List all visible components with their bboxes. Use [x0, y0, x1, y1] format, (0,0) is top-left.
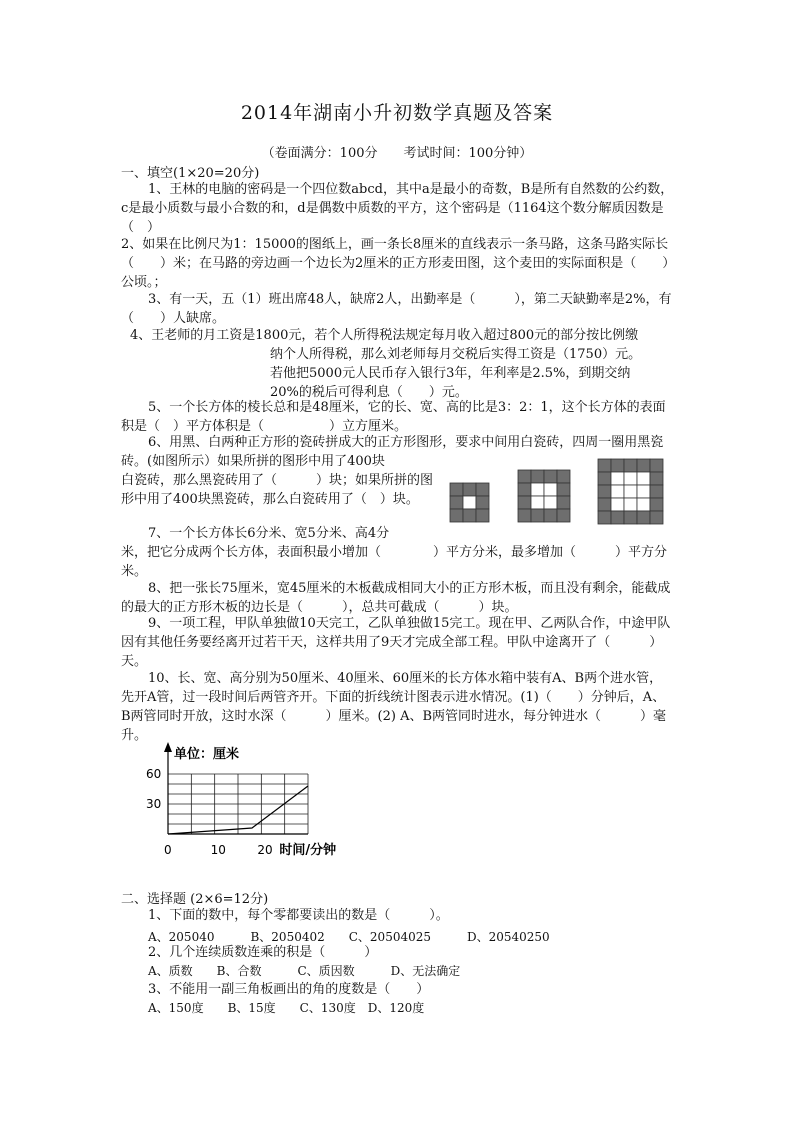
page-title: 2014年湖南小升初数学真题及答案	[240, 102, 554, 124]
black-tile	[450, 483, 463, 496]
question-2-text: 2、如果在比例尺为1：15000的图纸上，画一条长8厘米的直线表示一条马路，这条马路实际长（ ）米；在马路的旁边画一个边长为2厘米的正方形麦田图，这个麦田的实际面积是（ ）公顷。；	[121, 237, 669, 290]
black-tile	[598, 472, 611, 485]
black-tile	[650, 498, 663, 511]
y-tick-label: 60	[146, 767, 162, 781]
white-tile	[611, 498, 624, 511]
question-7-continued	[121, 543, 674, 581]
white-tile	[624, 485, 637, 498]
mc-question-3	[121, 980, 674, 999]
x-tick-label: 0	[164, 843, 172, 857]
black-tile	[518, 470, 531, 483]
black-tile	[463, 483, 476, 496]
question-3-text: 3、有一天，五（1）班出席48人，缺席2人，出勤率是（ ），第二天缺勤率是2%，有（ ）人缺席。	[121, 292, 672, 326]
question-7-text-b: 米，把它分成两个长方体，表面积最小增加（ ）平方分米，最多增加（ ）平方分米。	[121, 545, 668, 579]
black-tile	[637, 511, 650, 524]
question-6-text-b: 白瓷砖，那么黑瓷砖用了（ ）块；如果所拼的图形中用了400块黑瓷砖，那么白瓷砖用了（ ）块。	[121, 473, 434, 507]
question-10-text: 10、长、宽、高分别为50厘米、40厘米、60厘米的长方体水箱中装有A、B两个进水管，先开A管，过一段时间后两管齐开。下面的折线统计图表示进水情况。(1)（ ）分钟后，A、B两管同时开放，这时水深（ ）厘米。(2) A、B两管同时进水，每分钟进水（ ）毫升。	[121, 671, 667, 743]
mc-question-1-options: A、205040 B、2050402 C、20504025 D、20540250	[148, 930, 550, 944]
question-1	[121, 180, 674, 237]
black-tile	[557, 496, 570, 509]
question-6-continued	[121, 471, 443, 509]
white-tile	[611, 472, 624, 485]
white-tile	[624, 498, 637, 511]
black-tile	[476, 509, 489, 522]
black-tile	[476, 483, 489, 496]
black-tile	[476, 496, 489, 509]
black-tile	[650, 459, 663, 472]
black-tile	[598, 485, 611, 498]
black-tile	[637, 459, 650, 472]
black-tile	[518, 496, 531, 509]
white-tile	[544, 496, 557, 509]
black-tile	[557, 483, 570, 496]
black-tile	[557, 509, 570, 522]
black-tile	[611, 511, 624, 524]
y-axis-label: 单位：厘米	[174, 747, 240, 762]
white-tile	[463, 496, 476, 509]
question-5	[121, 398, 674, 436]
mc-question-2-text: 2、几个连续质数连乘的积是（ ）	[148, 945, 378, 960]
question-2	[121, 235, 674, 292]
exam-info: （卷面满分：100分 考试时间：100分钟）	[261, 146, 533, 161]
question-7	[121, 524, 451, 543]
question-6-text-a: 6、用黑、白两种正方形的瓷砖拼成大的正方形图形，要求中间用白瓷砖，四周一圈用黑瓷砖。(如图所示）如果所拼的图形中用了400块	[121, 435, 664, 469]
question-4-line4: 20%的税后可得利息（ ）元。	[270, 385, 468, 400]
black-tile	[450, 496, 463, 509]
mc-question-2-options: A、质数 B、合数 C、质因数 D、无法确定	[148, 964, 461, 978]
question-8-text: 8、把一张长75厘米，宽45厘米的木板截成相同大小的正方形木板，而且没有剩余，能截成的最大的正方形木板的边长是（ ），总共可截成（ ）块。	[121, 581, 671, 615]
black-tile	[598, 459, 611, 472]
black-tile	[463, 509, 476, 522]
black-tile	[598, 511, 611, 524]
white-tile	[624, 472, 637, 485]
mc-question-3-options: A、150度 B、15度 C、130度 D、120度	[148, 1001, 425, 1015]
black-tile	[544, 470, 557, 483]
question-10	[121, 669, 674, 745]
white-tile	[637, 472, 650, 485]
question-5-text: 5、一个长方体的棱长总和是48厘米，它的长、宽、高的比是3：2：1，这个长方体的表面积是（ ）平方体积是（ ）立方厘米。	[121, 400, 666, 434]
x-axis-label: 时间/分钟	[279, 843, 337, 858]
black-tile	[598, 498, 611, 511]
y-tick-label: 30	[146, 797, 162, 811]
black-tile	[650, 472, 663, 485]
black-tile	[624, 511, 637, 524]
black-tile	[557, 470, 570, 483]
medium-tile-pattern	[518, 470, 570, 522]
small-tile-pattern	[450, 483, 489, 522]
section2-heading: 二、选择题 (2×6=12分)	[121, 892, 269, 907]
black-tile	[544, 509, 557, 522]
black-tile	[450, 509, 463, 522]
black-tile	[611, 459, 624, 472]
white-tile	[544, 483, 557, 496]
mc-question-2	[121, 943, 674, 962]
white-tile	[531, 496, 544, 509]
section1-heading: 一、填空(1×20=20分)	[121, 166, 260, 181]
black-tile	[650, 511, 663, 524]
black-tile	[531, 470, 544, 483]
white-tile	[637, 498, 650, 511]
question-9-text: 9、一项工程，甲队单独做10天完工，乙队单独做15完工。现在甲、乙两队合作，中途甲队因有其他任务要经离开过若干天，这样共用了9天才完成全部工程。甲队中途离开了（ ）天。	[121, 616, 671, 669]
x-tick-label: 20	[257, 843, 273, 857]
question-9	[121, 614, 674, 671]
x-tick-label: 10	[210, 843, 226, 857]
water-depth-line-chart	[140, 738, 380, 860]
tile-pattern-figures	[440, 455, 680, 525]
large-tile-pattern	[598, 459, 663, 524]
black-tile	[531, 509, 544, 522]
black-tile	[518, 509, 531, 522]
white-tile	[611, 485, 624, 498]
question-1-text: 1、王林的电脑的密码是一个四位数abcd，其中a是最小的奇数，B是所有自然数的公约数，c是最小质数与最小合数的和，d是偶数中质数的平方，这个密码是（1164这个数分解质因数是（ ）	[121, 182, 674, 235]
y-axis-arrow	[164, 742, 172, 752]
mc-question-1-text: 1、下面的数中，每个零都要读出的数是（ ）。	[148, 908, 449, 923]
black-tile	[650, 485, 663, 498]
question-3	[121, 290, 674, 328]
question-7-text-a: 7、一个长方体长6分米、宽5分米、高4分	[148, 526, 390, 541]
white-tile	[637, 485, 650, 498]
question-4	[130, 326, 678, 402]
black-tile	[624, 459, 637, 472]
question-4-line3: 若他把5000元人民币存入银行3年，年利率是2.5%，到期交纳	[270, 366, 631, 381]
white-tile	[531, 483, 544, 496]
mc-question-1	[121, 906, 674, 925]
black-tile	[518, 483, 531, 496]
question-8	[121, 579, 674, 617]
mc-question-3-text: 3、不能用一副三角板画出的角的度数是（ ）	[148, 982, 430, 997]
question-4-line1: 4、王老师的月工资是1800元，若个人所得税法规定每月收入超过800元的部分按比例缴	[130, 328, 639, 343]
question-4-line2: 纳个人所得税，那么刘老师每月交税后实得工资是（1750）元。	[270, 347, 642, 362]
